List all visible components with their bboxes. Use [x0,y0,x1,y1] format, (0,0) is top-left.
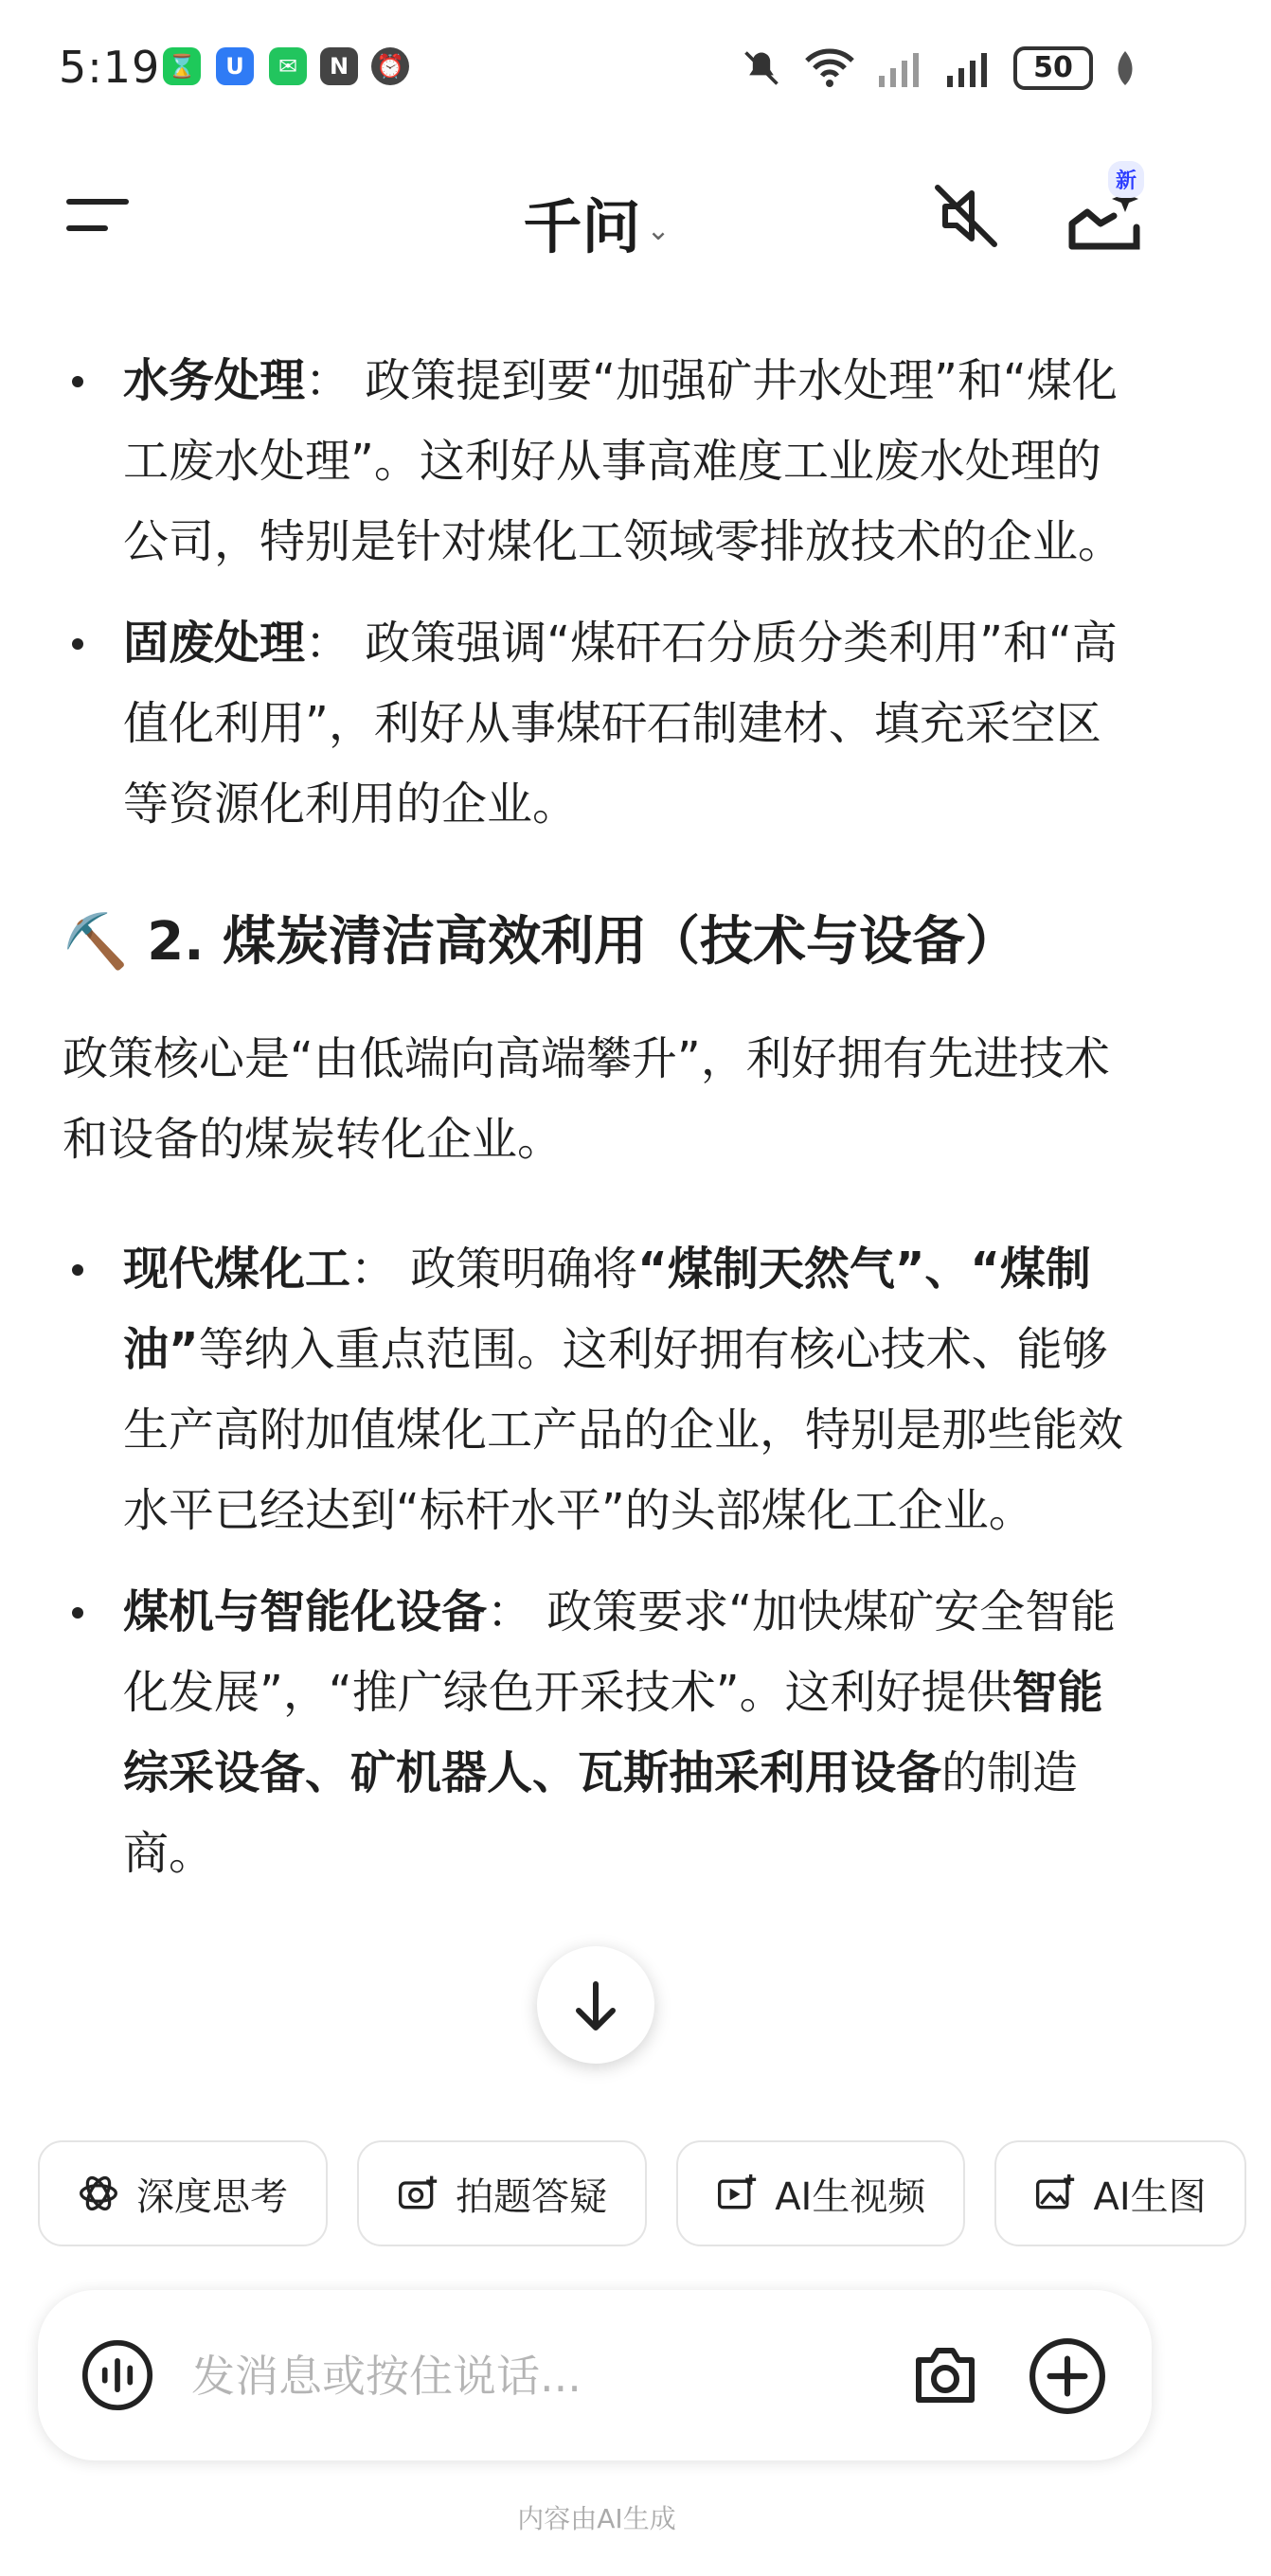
list-item-text: ： 政策提到要“加强矿井水处理”和“煤化工废水处理”。这利好从事高难度工业废水处理的公司，特别是针对煤化工领域零排放技术的企业。 [123,354,1124,568]
wifi-icon [803,47,856,89]
list-item-text: ： 政策要求“加快煤矿安全智能化发展”，“推广绿色开采技术”。这利好提供 [123,1585,1117,1719]
list-item [63,341,1133,582]
pick-icon: ⛏️ [63,911,129,973]
chat-message [63,341,1133,1915]
bullet-list-1 [63,341,1133,845]
scroll-to-bottom-button[interactable] [537,1946,654,2064]
chevron-down-icon: ⌄ [646,214,671,248]
shield-app-icon: U [216,47,254,85]
chip-ai-video[interactable] [676,2140,965,2246]
list-item-label: 固废处理 [123,617,306,670]
section-title: 2. 煤炭清洁高效利用（技术与设备） [147,911,1018,973]
leaf-icon [1114,49,1137,87]
bullet-list-2 [63,1229,1133,1894]
speaker-mute-icon[interactable] [928,178,1004,254]
list-item-text: ： 政策明确将 [350,1243,638,1296]
nfc-icon: N [320,47,358,85]
ai-generated-note: 内容由AI生成 [517,2503,676,2534]
list-item [63,1229,1133,1551]
alarm-icon: ⏰ [371,47,409,85]
message-input-bar [38,2290,1152,2460]
list-item-label: 现代煤化工 [123,1243,351,1296]
message-input[interactable] [189,2334,913,2419]
section-heading [63,900,1133,985]
list-item [63,603,1133,845]
camera-icon[interactable] [907,2337,983,2413]
quick-actions [38,2140,1207,2250]
status-bar [0,0,1193,142]
list-item-emphasis: 智能综采设备、矿机器人、瓦斯抽采利用设备 [123,1666,1103,1799]
new-badge: 新 [1108,161,1144,198]
camera-plus-icon [397,2173,439,2214]
image-plus-icon [1034,2173,1076,2214]
wechat-app-icon: ✉ [269,47,307,85]
chip-deep-think[interactable] [38,2140,328,2246]
list-item-label: 水务处理 [123,354,306,407]
chip-label: 拍题答疑 [456,2174,608,2219]
signal-icon-1 [877,49,924,87]
chip-photo-question[interactable] [357,2140,647,2246]
chip-ai-image[interactable] [994,2140,1245,2246]
chip-label: AI生图 [1093,2174,1207,2219]
app-header [0,142,1193,284]
page-title: 千问 [523,192,641,261]
signal-icon-2 [945,49,993,87]
chip-label: 深度思考 [136,2174,288,2219]
video-plus-icon [716,2173,758,2214]
hourglass-app-icon: ⌛ [163,47,201,85]
chip-label: AI生视频 [775,2174,926,2219]
arrow-down-icon [537,1946,654,2064]
battery-indicator: 50 [1013,46,1093,90]
section-intro: 政策核心是“由低端向高端攀升”，利好拥有先进技术和设备的煤炭转化企业。 [63,1032,1110,1166]
list-item-label: 煤机与智能化设备 [123,1585,488,1638]
plus-circle-icon[interactable] [1029,2337,1106,2415]
mute-notification-icon [741,47,782,89]
status-indicators [741,42,1137,95]
atom-icon [78,2173,119,2214]
list-item [63,1572,1133,1894]
voice-wave-icon[interactable] [81,2339,153,2411]
list-item-emphasis: “煤制天然气”、“煤制油” [123,1243,1091,1376]
model-selector[interactable] [0,180,1193,264]
list-item-text: 等纳入重点范围。这利好拥有核心技术、能够生产高附加值煤化工产品的企业，特别是那些能效水平已经达到“标杆水平”的头部煤化工企业。 [123,1323,1124,1537]
list-item-text: ： 政策强调“煤矸石分质分类利用”和“高值化利用”，利好从事煤矸石制建材、填充采空区等资源化利用的企业。 [123,617,1118,831]
list-item-text: 的制造商。 [123,1746,1079,1880]
status-time: 5:19 [59,42,161,93]
